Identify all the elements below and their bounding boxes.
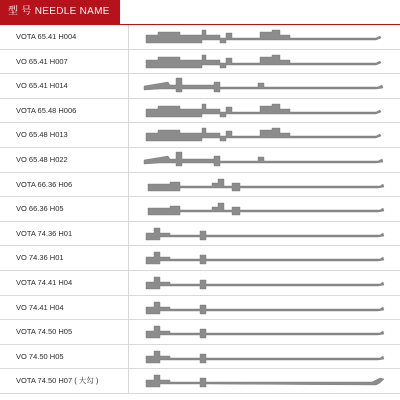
needle-name: VOTA 66.36 H06: [16, 179, 73, 189]
needle-drawing: [140, 273, 390, 293]
needle-row: [0, 197, 400, 222]
needle-name: VO 74.41 H04: [16, 302, 64, 312]
column-divider: [128, 25, 129, 49]
needle-drawing: [140, 150, 390, 170]
needle-row: [0, 296, 400, 321]
needle-silhouette: [146, 277, 384, 289]
needle-silhouette: [144, 78, 383, 92]
needle-drawing: [140, 175, 390, 195]
needle-silhouette: [146, 302, 384, 314]
needle-row: [0, 271, 400, 296]
column-divider: [128, 296, 129, 320]
needle-drawing: [140, 298, 390, 318]
needle-row: [0, 25, 400, 50]
needle-silhouette: [146, 252, 384, 264]
needle-row: [0, 148, 400, 173]
needle-row: [0, 50, 400, 75]
needle-row: [0, 99, 400, 124]
column-divider: [128, 148, 129, 172]
column-divider: [128, 50, 129, 74]
needle-name: VOTA 65.41 H004: [16, 32, 77, 41]
needle-row: [0, 369, 400, 394]
needle-name: VOTA 65.48 H006: [16, 105, 77, 115]
column-divider: [128, 197, 129, 221]
needle-drawing: [140, 371, 390, 391]
needle-drawing: [140, 347, 390, 367]
needle-silhouette: [144, 152, 383, 166]
needle-drawing: [140, 52, 390, 72]
needle-silhouette: [146, 30, 381, 43]
table-header: 型 号 NEEDLE NAME: [0, 0, 120, 24]
column-divider: [128, 222, 129, 246]
needle-name: VO 65.48 H022: [16, 155, 68, 164]
needle-silhouette: [146, 351, 384, 363]
needle-table: [0, 25, 400, 395]
needle-name: VO 65.41 H014: [16, 81, 68, 91]
needle-drawing: [140, 199, 390, 219]
column-divider: [128, 345, 129, 369]
needle-silhouette: [146, 375, 384, 387]
needle-drawing: [140, 27, 390, 47]
needle-name: VOTA 74.50 H07 ( 大勾 ): [16, 376, 99, 386]
needle-name: VO 74.36 H01: [16, 253, 64, 263]
needle-name: VOTA 74.36 H01: [16, 228, 73, 238]
needle-drawing: [140, 76, 390, 96]
needle-name: VOTA 74.50 H05: [16, 327, 73, 337]
column-divider: [128, 173, 129, 197]
needle-drawing: [140, 248, 390, 268]
needle-row: [0, 123, 400, 148]
needle-silhouette: [146, 55, 381, 68]
needle-row: [0, 74, 400, 99]
needle-name: VO 65.41 H007: [16, 56, 68, 66]
needle-row: [0, 320, 400, 345]
needle-silhouette: [146, 128, 381, 141]
column-divider: [128, 74, 129, 98]
column-divider: [128, 123, 129, 147]
column-divider: [128, 271, 129, 295]
column-divider: [128, 320, 129, 344]
needle-silhouette: [146, 228, 384, 240]
column-divider: [128, 246, 129, 270]
column-divider: [128, 369, 129, 393]
needle-name: VO 65.48 H013: [16, 130, 68, 140]
needle-row: [0, 345, 400, 370]
needle-row: [0, 222, 400, 247]
needle-silhouette: [148, 203, 384, 215]
needle-drawing: [140, 101, 390, 121]
needle-silhouette: [146, 326, 384, 338]
needle-name: VO 66.36 H05: [16, 204, 64, 214]
needle-silhouette: [146, 104, 381, 117]
needle-name: VO 74.50 H05: [16, 351, 64, 361]
needle-name: VOTA 74.41 H04: [16, 278, 73, 287]
column-divider: [128, 99, 129, 123]
needle-drawing: [140, 322, 390, 342]
needle-row: [0, 246, 400, 271]
needle-silhouette: [148, 179, 384, 191]
needle-drawing: [140, 224, 390, 244]
needle-drawing: [140, 125, 390, 145]
needle-row: [0, 173, 400, 198]
